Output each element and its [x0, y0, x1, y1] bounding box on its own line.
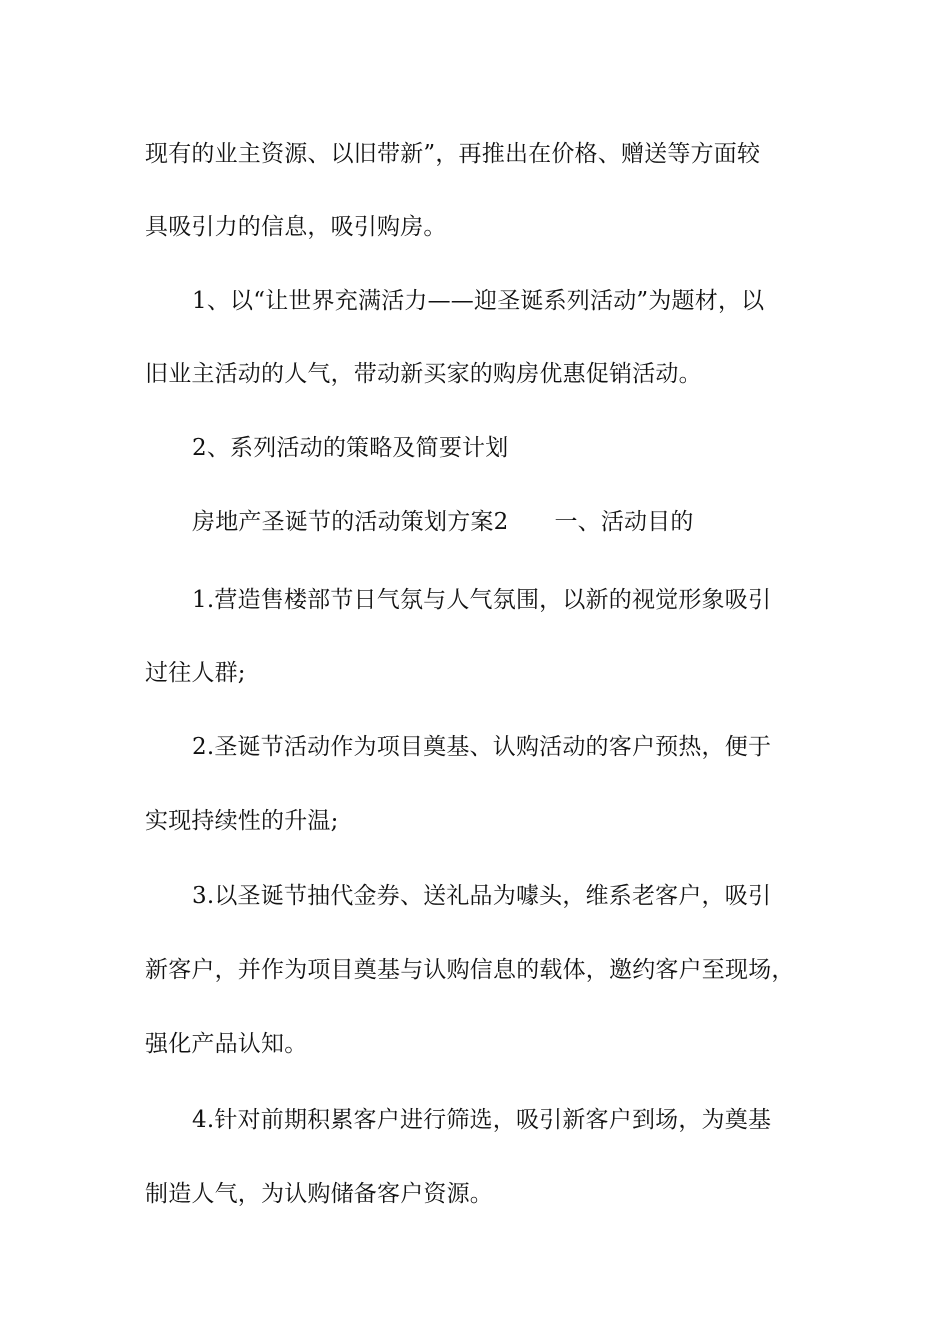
paragraph-line: 1.营造售楼部节日气氛与人气氛围，以新的视觉形象吸引: [192, 587, 772, 613]
paragraph-line: 新客户，并作为项目奠基与认购信息的载体，邀约客户至现场，: [145, 957, 795, 983]
paragraph-line: 3.以圣诞节抽代金券、送礼品为噱头，维系老客户，吸引: [192, 883, 772, 909]
paragraph-line: 过往人群;: [145, 660, 246, 686]
section-heading: 一、活动目的: [554, 509, 694, 535]
paragraph-line: 实现持续性的升温;: [145, 808, 339, 834]
paragraph-line: 旧业主活动的人气，带动新买家的购房优惠促销活动。: [145, 361, 702, 387]
paragraph-line: 强化产品认知。: [145, 1031, 308, 1057]
paragraph-line: 具吸引力的信息，吸引购房。: [145, 214, 447, 240]
paragraph-line: 2.圣诞节活动作为项目奠基、认购活动的客户预热，便于: [192, 734, 772, 760]
document-title: 房地产圣诞节的活动策划方案2: [192, 509, 509, 535]
paragraph-line: 1、以“让世界充满活力——迎圣诞系列活动”为题材，以: [192, 288, 765, 314]
paragraph-line: 现有的业主资源、以旧带新”，再推出在价格、赠送等方面较: [145, 141, 761, 167]
section-heading-row: [192, 507, 872, 537]
section-heading: 2、系列活动的策略及简要计划: [192, 435, 509, 461]
paragraph-line: 制造人气，为认购储备客户资源。: [145, 1181, 493, 1207]
paragraph-line: 4.针对前期积累客户进行筛选，吸引新客户到场，为奠基: [192, 1107, 772, 1133]
